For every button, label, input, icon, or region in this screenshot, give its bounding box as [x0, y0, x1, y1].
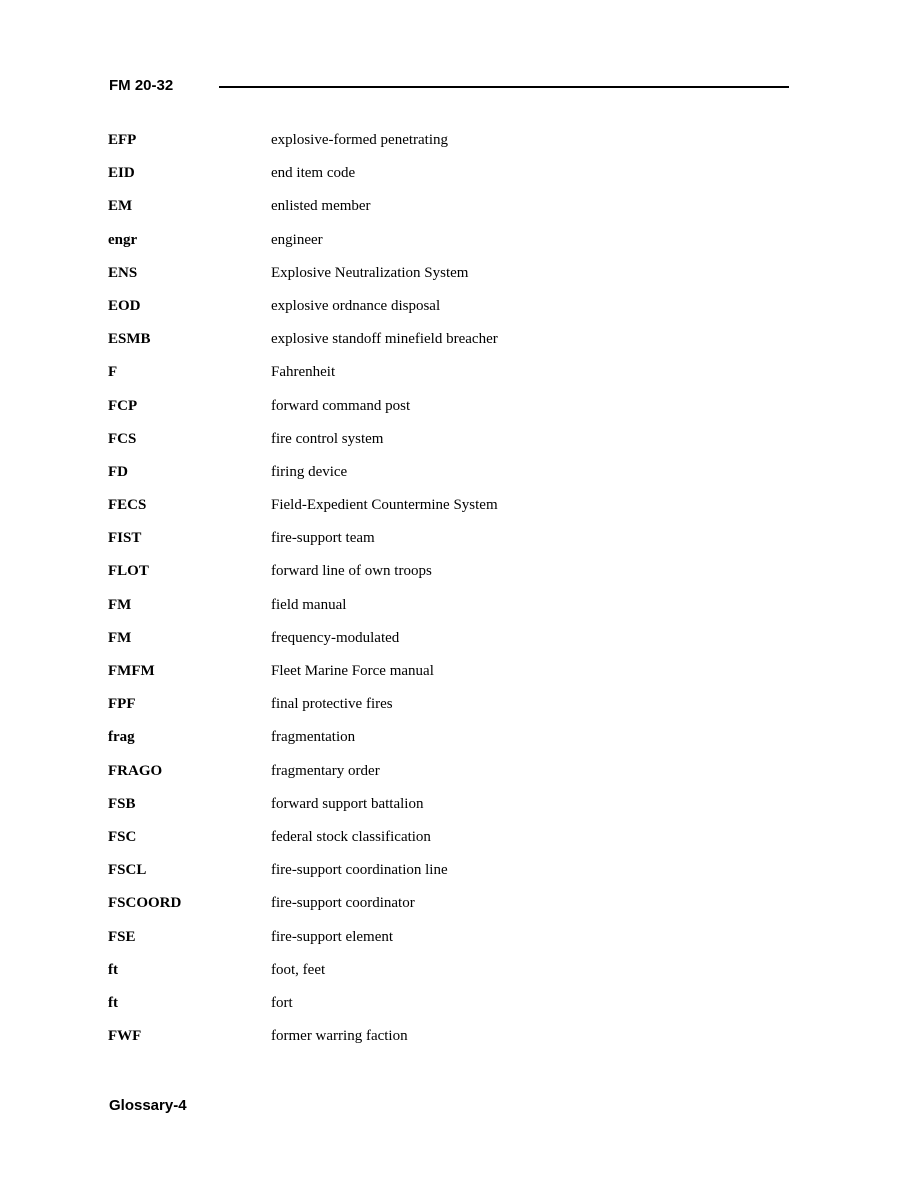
glossary-term: FWF [108, 1028, 142, 1045]
glossary-entry [108, 462, 708, 495]
document-id: FM 20-32 [109, 77, 174, 94]
glossary-definition: fire-support coordinator [271, 895, 415, 912]
glossary-term: FIST [108, 530, 142, 547]
glossary-term: F [108, 364, 118, 381]
glossary-definition: fragmentation [271, 729, 356, 746]
glossary-definition: firing device [271, 463, 348, 480]
glossary-definition: explosive-formed penetrating [271, 132, 449, 148]
glossary-entry [108, 860, 708, 893]
glossary-entry [108, 694, 708, 727]
glossary-entry [108, 495, 708, 528]
glossary-definition: frequency-modulated [271, 629, 400, 646]
glossary-term: FCS [108, 430, 137, 447]
glossary-definition: explosive ordnance disposal [271, 297, 441, 314]
glossary-term: FSE [108, 928, 136, 945]
glossary-term: FSC [108, 828, 137, 845]
glossary-entry [108, 595, 708, 628]
glossary-entry [108, 528, 708, 561]
glossary-term: ft [108, 994, 118, 1011]
glossary-definition: end item code [271, 165, 356, 182]
glossary-definition: Fleet Marine Force manual [271, 663, 434, 679]
glossary-definition: engineer [271, 231, 323, 248]
glossary-term: ESMB [108, 331, 151, 348]
glossary-term: EID [108, 165, 135, 182]
glossary-entry [108, 761, 708, 794]
glossary-entry [108, 561, 708, 594]
glossary-definition: final protective fires [271, 696, 393, 713]
glossary-term: FSB [108, 795, 136, 812]
glossary-definition: fire-support team [271, 530, 375, 547]
glossary-term: FMFM [108, 663, 155, 679]
glossary-definition: enlisted member [271, 198, 371, 215]
glossary-entry [108, 230, 708, 263]
glossary-definition: fire-support element [271, 928, 394, 945]
glossary-entry [108, 130, 708, 163]
glossary-definition: field manual [271, 596, 347, 613]
glossary-list [108, 130, 708, 1059]
glossary-definition: Fahrenheit [271, 364, 336, 381]
glossary-entry [108, 927, 708, 960]
glossary-term: FM [108, 629, 132, 646]
glossary-entry [108, 1026, 708, 1059]
glossary-definition: Explosive Neutralization System [271, 264, 469, 281]
glossary-term: FPF [108, 696, 136, 713]
glossary-term: FRAGO [108, 762, 163, 779]
glossary-definition: foot, feet [271, 961, 326, 978]
glossary-definition: forward support battalion [271, 795, 424, 812]
glossary-definition: federal stock classification [271, 828, 431, 845]
glossary-entry [108, 727, 708, 760]
glossary-term: EM [108, 198, 133, 215]
glossary-entry [108, 794, 708, 827]
glossary-definition: Field-Expedient Countermine System [271, 497, 498, 514]
glossary-definition: former warring faction [271, 1028, 408, 1045]
glossary-definition: forward line of own troops [271, 563, 432, 580]
glossary-entry [108, 196, 708, 229]
glossary-definition: explosive standoff minefield breacher [271, 331, 498, 348]
glossary-entry [108, 661, 708, 694]
glossary-term: FLOT [108, 563, 149, 580]
glossary-entry [108, 263, 708, 296]
glossary-definition: fire control system [271, 430, 384, 447]
glossary-term: FM [108, 596, 132, 613]
glossary-entry [108, 163, 708, 196]
glossary-entry [108, 362, 708, 395]
glossary-entry [108, 960, 708, 993]
glossary-entry [108, 993, 708, 1026]
glossary-term: EOD [108, 297, 141, 314]
glossary-term: engr [108, 231, 138, 248]
glossary-term: FD [108, 463, 128, 480]
glossary-definition: fort [271, 994, 293, 1011]
glossary-definition: fragmentary order [271, 762, 380, 779]
glossary-definition: fire-support coordination line [271, 862, 448, 879]
page-number: Glossary-4 [109, 1097, 187, 1114]
glossary-term: FSCL [108, 862, 147, 879]
glossary-term: FECS [108, 497, 147, 514]
glossary-entry [108, 296, 708, 329]
glossary-term: FSCOORD [108, 895, 182, 912]
page-header [109, 76, 789, 100]
glossary-entry [108, 396, 708, 429]
header-rule [219, 86, 789, 88]
glossary-term: frag [108, 729, 135, 746]
glossary-entry [108, 329, 708, 362]
glossary-term: ft [108, 961, 118, 978]
glossary-definition: forward command post [271, 397, 411, 414]
glossary-entry [108, 429, 708, 462]
glossary-entry [108, 628, 708, 661]
glossary-term: ENS [108, 264, 138, 281]
glossary-entry [108, 893, 708, 926]
glossary-term: EFP [108, 132, 137, 148]
glossary-term: FCP [108, 397, 138, 414]
glossary-entry [108, 827, 708, 860]
